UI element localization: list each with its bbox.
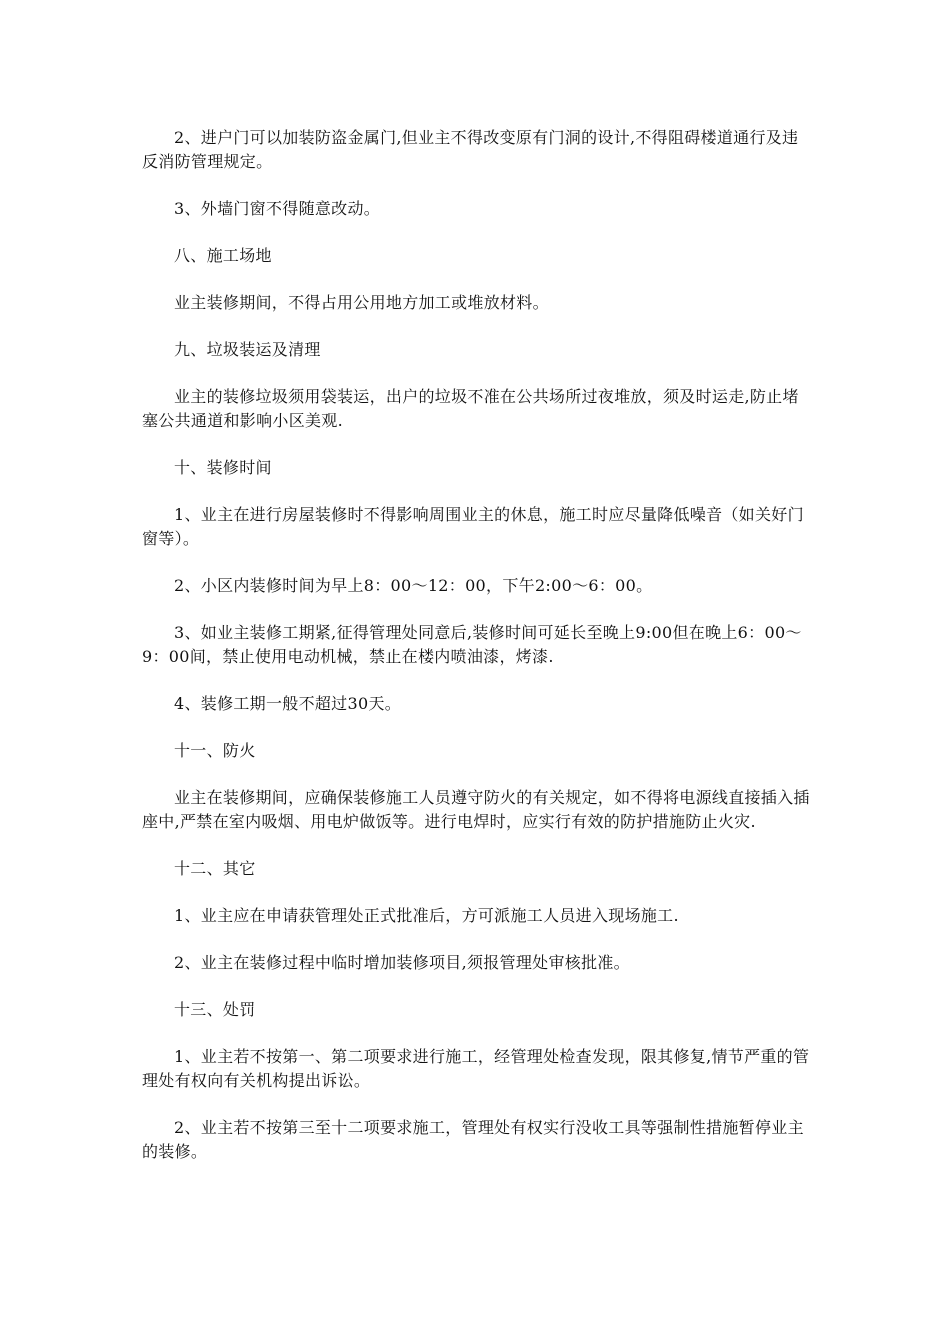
document-body bbox=[142, 126, 810, 1187]
paragraph-extended-hours: 3、如业主装修工期紧,征得管理处同意后,装修时间可延长至晚上9:00但在晚上6：00～9：00间，禁止使用电动机械，禁止在楼内喷油漆，烤漆. bbox=[142, 623, 802, 666]
paragraph-fire-rules: 业主在装修期间，应确保装修施工人员遵守防火的有关规定，如不得将电源线直接插入插座中,严禁在室内吸烟、用电炉做饭等。进行电焊时，应实行有效的防护措施防止火灾. bbox=[142, 788, 810, 831]
paragraph-working-hours: 2、小区内装修时间为早上8：00～12：00，下午2:00～6：00。 bbox=[174, 576, 653, 595]
section-heading-garbage: 九、垃圾装运及清理 bbox=[174, 340, 321, 359]
paragraph-public-space: 业主装修期间，不得占用公用地方加工或堆放材料。 bbox=[174, 293, 549, 312]
paragraph-additional-items: 2、业主在装修过程中临时增加装修项目,须报管理处审核批准。 bbox=[174, 953, 630, 972]
section-heading-penalty: 十三、处罚 bbox=[174, 1000, 256, 1019]
paragraph-approval: 1、业主应在申请获管理处正式批准后，方可派施工人员进入现场施工. bbox=[174, 906, 679, 925]
section-heading-construction-site: 八、施工场地 bbox=[174, 246, 272, 265]
paragraph-entry-door: 2、进户门可以加装防盗金属门,但业主不得改变原有门洞的设计,不得阻碍楼道通行及违反消防管理规定。 bbox=[142, 128, 799, 171]
paragraph-penalty-two: 2、业主若不按第三至十二项要求施工，管理处有权实行没收工具等强制性措施暂停业主的装修。 bbox=[142, 1118, 804, 1161]
paragraph-noise: 1、业主在进行房屋装修时不得影响周围业主的休息，施工时应尽量降低噪音（如关好门窗等）。 bbox=[142, 505, 804, 548]
section-heading-renovation-time: 十、装修时间 bbox=[174, 458, 272, 477]
paragraph-garbage-removal: 业主的装修垃圾须用袋装运，出户的垃圾不准在公共场所过夜堆放，须及时运走,防止堵塞公共通道和影响小区美观. bbox=[142, 387, 799, 430]
paragraph-duration: 4、装修工期一般不超过30天。 bbox=[174, 694, 402, 713]
section-heading-other: 十二、其它 bbox=[174, 859, 256, 878]
paragraph-penalty-one: 1、业主若不按第一、第二项要求进行施工，经管理处检查发现，限其修复,情节严重的管理处有权向有关机构提出诉讼。 bbox=[142, 1047, 810, 1090]
paragraph-exterior-windows: 3、外墙门窗不得随意改动。 bbox=[174, 199, 381, 218]
section-heading-fire-prevention: 十一、防火 bbox=[174, 741, 256, 760]
